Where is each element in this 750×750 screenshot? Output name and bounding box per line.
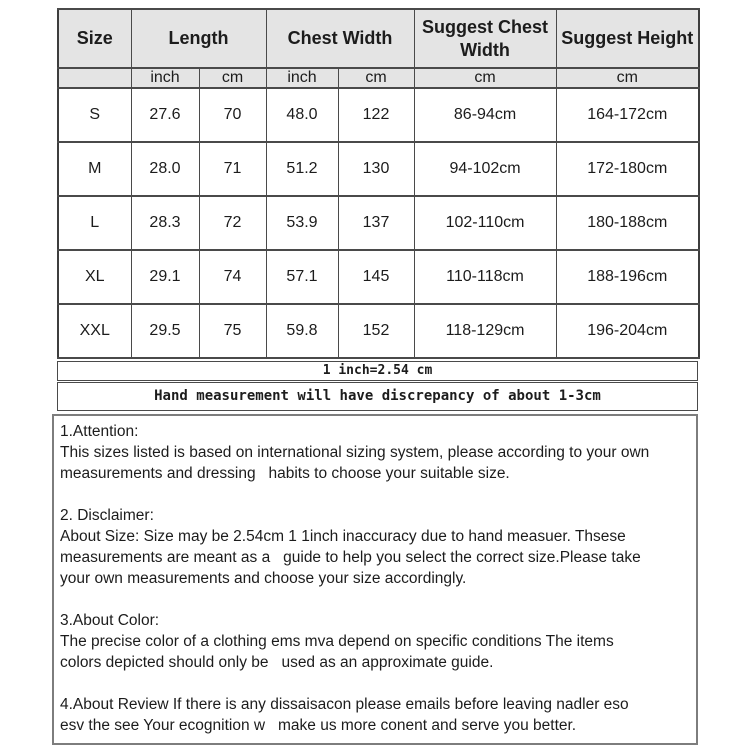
table-cell: 130 (338, 142, 414, 196)
size-cell: L (58, 196, 131, 250)
table-cell: 48.0 (266, 88, 338, 142)
hand-measurement-note: Hand measurement will have discrepancy of about 1-3cm (57, 382, 698, 411)
table-cell: 145 (338, 250, 414, 304)
note-line: 1.Attention: (60, 423, 139, 440)
table-cell: 188-196cm (556, 250, 699, 304)
table-cell: 27.6 (131, 88, 199, 142)
note-line: 3.About Color: (60, 612, 160, 629)
table-cell: 137 (338, 196, 414, 250)
column-header-suggest-height: Suggest Height (556, 9, 699, 68)
note-line: About Size: Size may be 2.54cm 1 1inch inaccuracy due to hand measuer. Thsese (60, 528, 626, 545)
column-header-suggest-chest-width: Suggest Chest Width (414, 9, 556, 68)
table-cell: 94-102cm (414, 142, 556, 196)
note-line: 2. Disclaimer: (60, 507, 154, 524)
column-header-size: Size (58, 9, 131, 68)
note-line: measurements and dressing habits to choose your suitable size. (60, 465, 510, 482)
unit-cell: cm (338, 68, 414, 88)
table-cell: 102-110cm (414, 196, 556, 250)
unit-cell: cm (556, 68, 699, 88)
size-cell: M (58, 142, 131, 196)
table-row (58, 250, 699, 304)
table-row (58, 196, 699, 250)
size-cell: XXL (58, 304, 131, 358)
note-section-attention (60, 421, 690, 484)
table-cell: 152 (338, 304, 414, 358)
unit-cell: inch (131, 68, 199, 88)
unit-cell: inch (266, 68, 338, 88)
note-spacer (60, 484, 690, 505)
notes-box (52, 414, 698, 745)
unit-cell (58, 68, 131, 88)
note-line: colors depicted should only be used as an approximate guide. (60, 654, 494, 671)
unit-cell: cm (199, 68, 266, 88)
note-spacer (60, 673, 690, 694)
table-cell: 29.5 (131, 304, 199, 358)
table-row (58, 88, 699, 142)
table-cell: 53.9 (266, 196, 338, 250)
size-cell: S (58, 88, 131, 142)
size-cell: XL (58, 250, 131, 304)
table-cell: 74 (199, 250, 266, 304)
table-cell: 75 (199, 304, 266, 358)
table-cell: 196-204cm (556, 304, 699, 358)
column-header-length: Length (131, 9, 266, 68)
note-line: esv the see Your ecognition w make us more conent and serve you better. (60, 717, 577, 734)
note-line: 4.About Review If there is any dissaisacon please emails before leaving nadler eso (60, 696, 629, 713)
note-section-about-color (60, 610, 690, 673)
table-cell: 172-180cm (556, 142, 699, 196)
table-units-row (58, 68, 699, 88)
inch-conversion-note: 1 inch=2.54 cm (57, 361, 698, 381)
unit-cell: cm (414, 68, 556, 88)
table-cell: 28.0 (131, 142, 199, 196)
table-row (58, 304, 699, 358)
table-cell: 164-172cm (556, 88, 699, 142)
note-section-disclaimer (60, 505, 690, 589)
table-cell: 110-118cm (414, 250, 556, 304)
note-line: The precise color of a clothing ems mva depend on specific conditions The items (60, 633, 614, 650)
table-cell: 29.1 (131, 250, 199, 304)
table-cell: 51.2 (266, 142, 338, 196)
table-cell: 57.1 (266, 250, 338, 304)
table-cell: 180-188cm (556, 196, 699, 250)
table-cell: 118-129cm (414, 304, 556, 358)
table-cell: 71 (199, 142, 266, 196)
note-section-about-review (60, 694, 690, 736)
table-cell: 70 (199, 88, 266, 142)
table-row (58, 142, 699, 196)
note-line: measurements are meant as a guide to help you select the correct size.Please take (60, 549, 641, 566)
table-cell: 86-94cm (414, 88, 556, 142)
table-cell: 28.3 (131, 196, 199, 250)
table-cell: 59.8 (266, 304, 338, 358)
table-header-row (58, 9, 699, 68)
table-cell: 122 (338, 88, 414, 142)
note-spacer (60, 589, 690, 610)
column-header-chest-width: Chest Width (266, 9, 414, 68)
note-line: This sizes listed is based on international sizing system, please according to your own (60, 444, 650, 461)
size-table (57, 8, 700, 359)
table-cell: 72 (199, 196, 266, 250)
note-line: your own measurements and choose your size accordingly. (60, 570, 467, 587)
